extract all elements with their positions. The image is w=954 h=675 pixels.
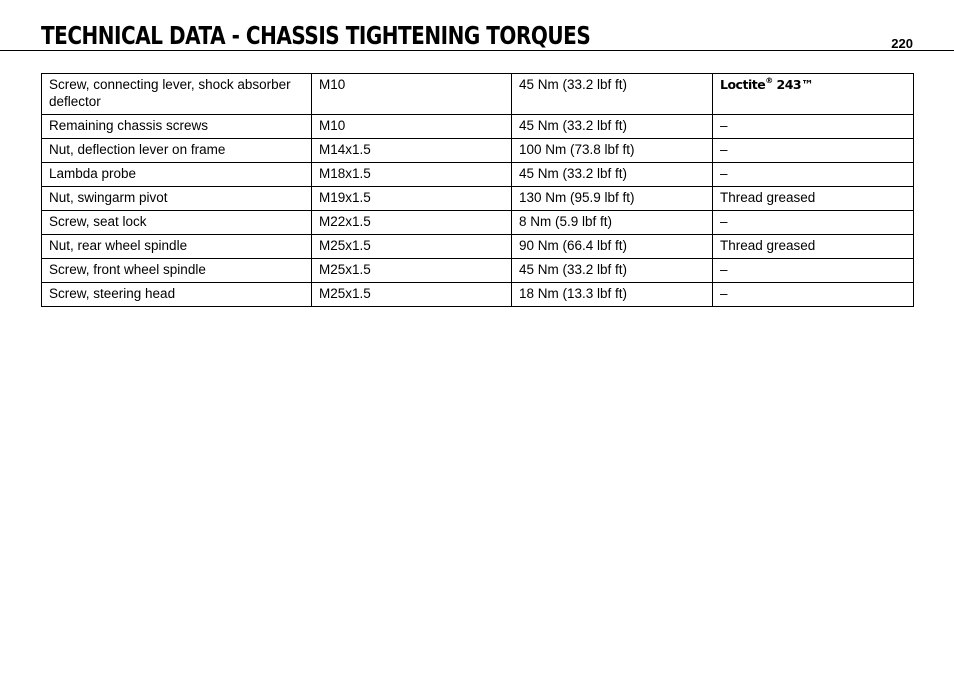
loctite-note (720, 77, 813, 92)
note-cell: – (713, 259, 914, 283)
note-cell: – (713, 163, 914, 187)
table-row (42, 235, 914, 259)
table-row (42, 259, 914, 283)
page-header (0, 0, 954, 51)
item-cell: Nut, rear wheel spindle (42, 235, 312, 259)
table-row (42, 163, 914, 187)
torque-cell: 100 Nm (73.8 lbf ft) (512, 139, 713, 163)
torque-cell: 90 Nm (66.4 lbf ft) (512, 235, 713, 259)
loctite-grade: 243™ (772, 77, 814, 92)
note-cell: – (713, 283, 914, 307)
thread-cell: M19x1.5 (312, 187, 512, 211)
torque-cell: 18 Nm (13.3 lbf ft) (512, 283, 713, 307)
thread-cell: M25x1.5 (312, 259, 512, 283)
torque-cell: 8 Nm (5.9 lbf ft) (512, 211, 713, 235)
thread-cell: M22x1.5 (312, 211, 512, 235)
item-cell: Screw, seat lock (42, 211, 312, 235)
table-row (42, 211, 914, 235)
thread-cell: M10 (312, 74, 512, 115)
item-cell: Lambda probe (42, 163, 312, 187)
torque-cell: 45 Nm (33.2 lbf ft) (512, 259, 713, 283)
thread-cell: M25x1.5 (312, 283, 512, 307)
table-row (42, 283, 914, 307)
note-cell: – (713, 139, 914, 163)
item-cell: Nut, deflection lever on frame (42, 139, 312, 163)
table-row (42, 139, 914, 163)
note-cell: Thread greased (713, 187, 914, 211)
note-cell (713, 74, 914, 115)
thread-cell: M14x1.5 (312, 139, 512, 163)
note-cell: – (713, 115, 914, 139)
page-number: 220 (891, 36, 913, 51)
loctite-brand: Loctite (720, 77, 766, 92)
torque-cell: 130 Nm (95.9 lbf ft) (512, 187, 713, 211)
table-row (42, 115, 914, 139)
item-cell: Screw, front wheel spindle (42, 259, 312, 283)
item-cell: Nut, swingarm pivot (42, 187, 312, 211)
note-cell: – (713, 211, 914, 235)
thread-cell: M10 (312, 115, 512, 139)
table-row (42, 74, 914, 115)
torque-table (41, 73, 914, 307)
item-cell: Screw, steering head (42, 283, 312, 307)
item-cell: Remaining chassis screws (42, 115, 312, 139)
torque-cell: 45 Nm (33.2 lbf ft) (512, 74, 713, 115)
page-title: TECHNICAL DATA - CHASSIS TIGHTENING TORQUES (41, 21, 591, 50)
torque-cell: 45 Nm (33.2 lbf ft) (512, 115, 713, 139)
thread-cell: M25x1.5 (312, 235, 512, 259)
torque-cell: 45 Nm (33.2 lbf ft) (512, 163, 713, 187)
note-cell: Thread greased (713, 235, 914, 259)
thread-cell: M18x1.5 (312, 163, 512, 187)
registered-mark: ® (765, 75, 773, 85)
table-row (42, 187, 914, 211)
item-cell: Screw, connecting lever, shock absorber deflector (42, 74, 312, 115)
